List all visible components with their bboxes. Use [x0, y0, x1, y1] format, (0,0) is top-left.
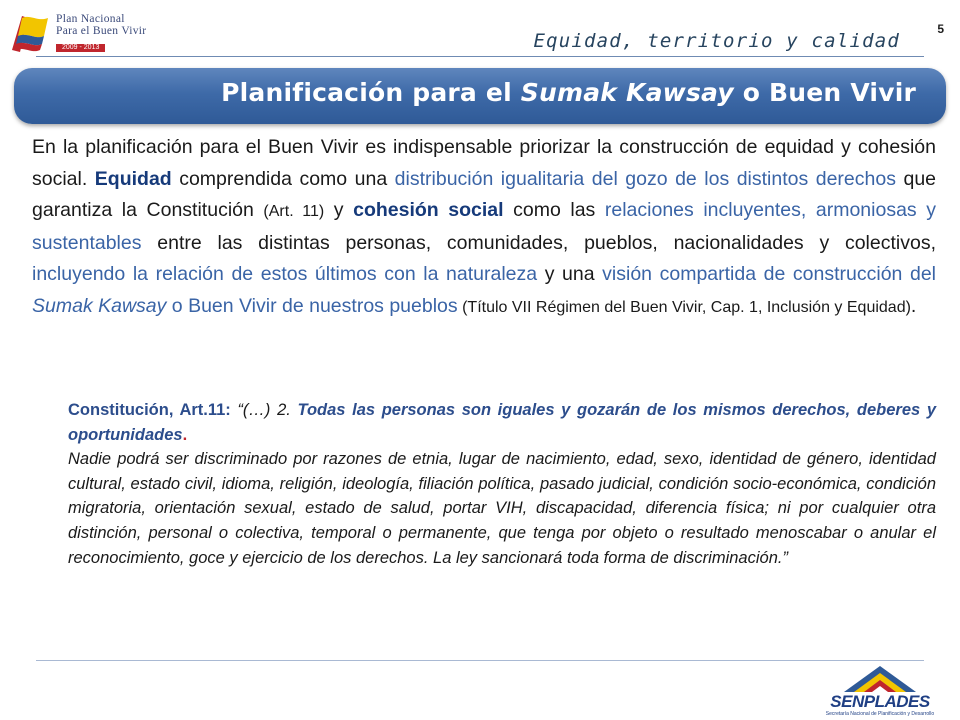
para-text: y una: [537, 263, 603, 285]
para-term-equidad: Equidad: [94, 167, 172, 190]
para-reference: (Título VII Régimen del Buen Vivir, Cap. 1, Inclusión y Equidad): [457, 298, 911, 316]
para-text: .: [910, 294, 917, 317]
title-italic: Sumak Kawsay: [520, 78, 734, 107]
quote-body: Nadie podrá ser discriminado por razones de etnia, lugar de nacimiento, edad, sexo, identidad de género, identidad cultural, estado civil, idioma, religión, ideología, filiación política, pasado judicial, condición socio-económica, condición migratoria, orientación sexual, estado de salud, portar VIH, discapacidad, diferencia física; ni por cualquier otra distinción, personal o colectiva, temporal o permanente, que tenga por objeto o resultado menoscabar o anular el reconocimiento, goce y ejercicio de los derechos. La ley sancionará toda forma de discriminación.”: [68, 450, 936, 567]
section-subtitle: Equidad, territorio y calidad: [533, 30, 900, 52]
flag-emblem-icon: [6, 10, 54, 58]
senplades-wordmark: SENPLADES: [830, 692, 930, 711]
logo-line-2: Para el Buen Vivir: [56, 24, 147, 37]
logo-wordmark: [56, 14, 146, 54]
para-highlight: relaciones incluyentes, armoniosas y sustentables: [32, 199, 936, 254]
logo-line-1: Plan Nacional: [56, 13, 125, 25]
quote-open: “(…) 2.: [230, 401, 298, 419]
para-highlight: incluyendo la relación de estos últimos con la naturaleza: [32, 263, 538, 285]
constitution-quote: [68, 398, 936, 570]
senplades-emblem-icon: [840, 664, 920, 694]
main-paragraph: [32, 132, 936, 323]
para-text: y: [324, 199, 354, 221]
para-text: En la planificación para el Buen Vivir es indispensable priorizar la construcción de equidad y cohesión social.: [32, 136, 936, 190]
title-part-3: o Buen Vivir: [733, 78, 916, 107]
para-text: comprendida como una: [171, 167, 395, 190]
logo-years: 2009 - 2013: [56, 44, 105, 51]
para-text: que garantiza la Constitución: [32, 167, 937, 221]
senplades-logo: [820, 664, 940, 720]
para-reference: (Art. 11): [263, 203, 325, 220]
senplades-tagline: Secretaría Nacional de Planificación y Desarrollo: [825, 711, 935, 717]
header-divider: [36, 56, 924, 57]
quote-first-paragraph: [68, 398, 936, 447]
quote-source: Constitución, Art.11:: [68, 401, 231, 419]
para-highlight: o Buen Vivir de nuestros pueblos: [166, 294, 458, 317]
footer-divider: [36, 660, 924, 661]
page-number: 5: [937, 22, 944, 36]
para-highlight-italic: Sumak Kawsay: [32, 294, 167, 317]
slide-title: [221, 78, 916, 107]
para-term-cohesion: cohesión social: [353, 199, 504, 221]
para-highlight: visión compartida de construcción del: [602, 263, 937, 285]
para-text: entre las distintas personas, comunidades, pueblos, nacionalidades y colectivos,: [141, 231, 936, 254]
para-highlight: distribución igualitaria del gozo de los distintos derechos: [394, 167, 896, 190]
quote-emphasis: Todas las personas son iguales y gozarán de los mismos derechos, deberes y oportunidades: [68, 401, 937, 444]
para-text: como las: [503, 199, 605, 221]
plan-nacional-logo: [6, 8, 147, 60]
quote-red-period: .: [182, 425, 188, 444]
title-part-1: Planificación para el: [221, 78, 521, 107]
